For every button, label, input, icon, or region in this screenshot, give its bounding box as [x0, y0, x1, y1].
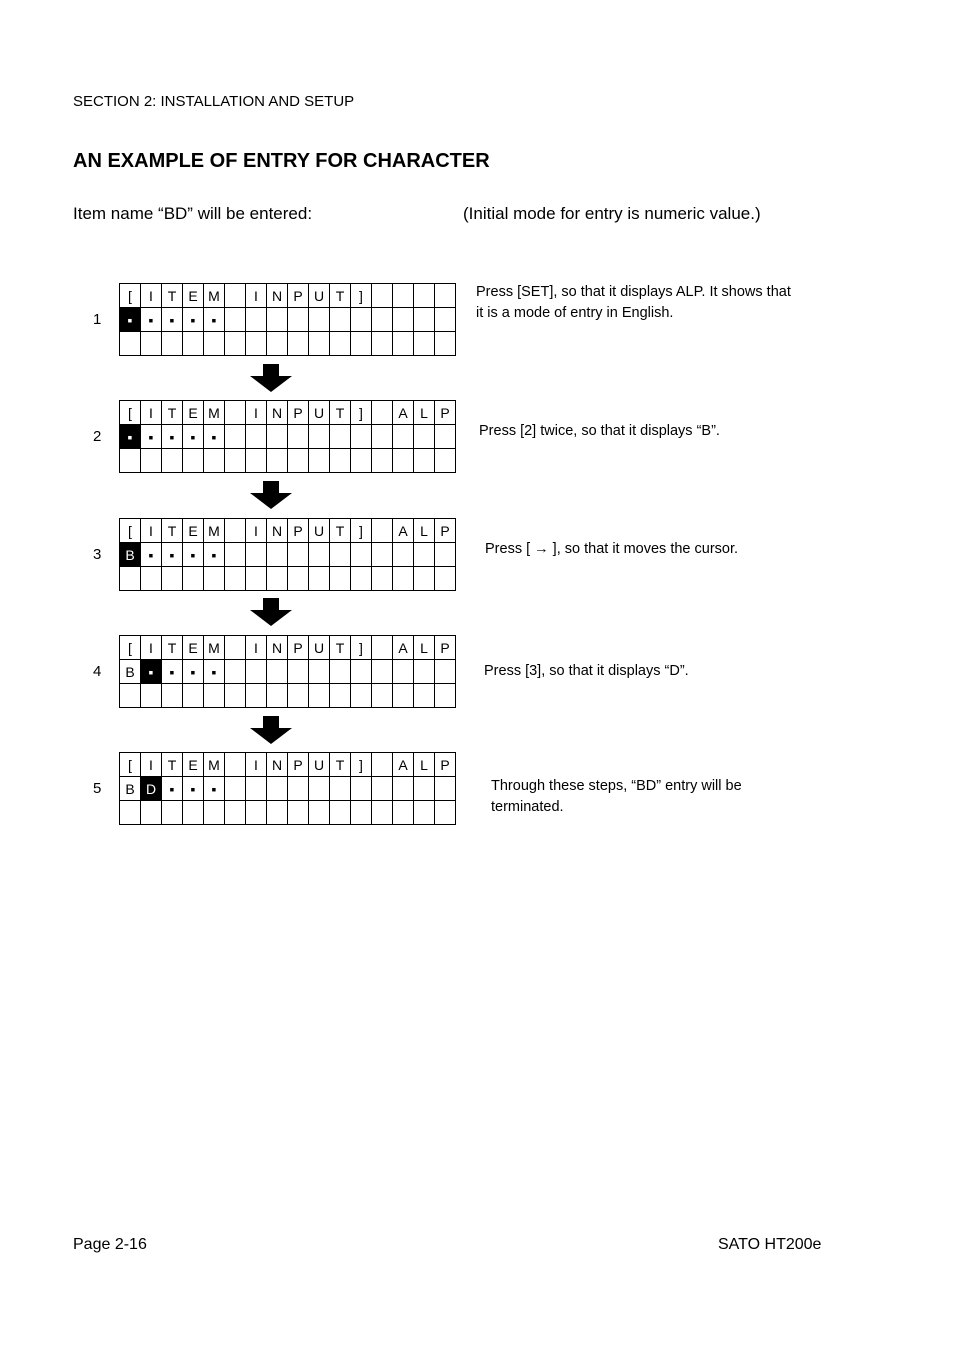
lcd-cell — [246, 543, 267, 567]
lcd-cell — [288, 801, 309, 825]
lcd-cell: ▪ — [162, 660, 183, 684]
lcd-cell: [ — [120, 519, 141, 543]
lcd-cell: [ — [120, 401, 141, 425]
lcd-cell: N — [267, 519, 288, 543]
lcd-cell — [162, 332, 183, 356]
lcd-cell: P — [288, 636, 309, 660]
lcd-cell — [246, 684, 267, 708]
lcd-cell: L — [414, 519, 435, 543]
step-description — [476, 282, 791, 324]
lcd-cell — [414, 308, 435, 332]
lcd-cell: I — [141, 401, 162, 425]
step-description — [479, 421, 720, 442]
step-description-line: Press [SET], so that it displays ALP. It shows that — [476, 284, 791, 300]
intro-note: (Initial mode for entry is numeric value.) — [463, 204, 761, 223]
lcd-cell: N — [267, 284, 288, 308]
lcd-cell: T — [330, 284, 351, 308]
lcd-cell — [246, 660, 267, 684]
step-description-line: terminated. — [491, 799, 564, 815]
lcd-cell — [330, 425, 351, 449]
lcd-cursor-cell: ▪ — [141, 660, 162, 684]
step-description — [484, 661, 689, 682]
lcd-cell: ▪ — [141, 425, 162, 449]
step-description-line: it is a mode of entry in English. — [476, 305, 674, 321]
lcd-cell: N — [267, 636, 288, 660]
lcd-cell: ▪ — [183, 308, 204, 332]
lcd-cell — [225, 660, 246, 684]
lcd-cell — [372, 777, 393, 801]
lcd-cell — [372, 684, 393, 708]
lcd-row — [120, 684, 456, 708]
lcd-cell — [120, 684, 141, 708]
lcd-cell — [393, 543, 414, 567]
lcd-cell — [141, 449, 162, 473]
lcd-row — [120, 449, 456, 473]
lcd-cell — [330, 567, 351, 591]
lcd-cell — [414, 684, 435, 708]
lcd-cursor-cell: D — [141, 777, 162, 801]
lcd-cell — [330, 801, 351, 825]
lcd-row — [120, 332, 456, 356]
lcd-cell — [204, 332, 225, 356]
lcd-cell — [435, 684, 456, 708]
lcd-display — [119, 283, 456, 356]
lcd-cell — [435, 425, 456, 449]
lcd-cell — [435, 801, 456, 825]
lcd-cell — [267, 567, 288, 591]
lcd-cell — [225, 777, 246, 801]
lcd-cell — [309, 660, 330, 684]
lcd-cell — [141, 801, 162, 825]
lcd-cell: ▪ — [183, 543, 204, 567]
lcd-cell: U — [309, 519, 330, 543]
lcd-cell: [ — [120, 284, 141, 308]
lcd-cell — [309, 567, 330, 591]
lcd-cell — [309, 425, 330, 449]
step-number: 3 — [93, 546, 102, 563]
lcd-cell: B — [120, 777, 141, 801]
lcd-cell — [204, 449, 225, 473]
lcd-cell: T — [162, 519, 183, 543]
lcd-cell: I — [141, 753, 162, 777]
lcd-cell — [372, 332, 393, 356]
lcd-cell: N — [267, 753, 288, 777]
lcd-cell — [246, 801, 267, 825]
lcd-cell: [ — [120, 636, 141, 660]
lcd-cell: T — [162, 636, 183, 660]
lcd-cell — [393, 449, 414, 473]
lcd-cell: ▪ — [183, 425, 204, 449]
down-arrow-icon — [250, 598, 292, 631]
lcd-cell — [414, 284, 435, 308]
lcd-cell — [288, 449, 309, 473]
lcd-cell: U — [309, 284, 330, 308]
lcd-cell — [372, 519, 393, 543]
lcd-row — [120, 753, 456, 777]
lcd-cell — [372, 567, 393, 591]
lcd-cell — [330, 684, 351, 708]
lcd-cell: ▪ — [183, 777, 204, 801]
lcd-cell — [393, 777, 414, 801]
lcd-cell: N — [267, 401, 288, 425]
lcd-cell — [246, 567, 267, 591]
lcd-display — [119, 518, 456, 591]
lcd-cell: U — [309, 401, 330, 425]
lcd-cell — [288, 660, 309, 684]
lcd-cell — [414, 543, 435, 567]
lcd-cell: T — [330, 636, 351, 660]
lcd-cell — [351, 332, 372, 356]
lcd-cell — [372, 753, 393, 777]
lcd-cell — [141, 567, 162, 591]
lcd-cell: B — [120, 660, 141, 684]
lcd-cell — [246, 308, 267, 332]
lcd-cell — [183, 567, 204, 591]
step-description — [491, 776, 742, 818]
lcd-cell: E — [183, 519, 204, 543]
lcd-cell: I — [246, 284, 267, 308]
lcd-cell — [267, 543, 288, 567]
step-description — [485, 539, 738, 560]
lcd-cell — [204, 684, 225, 708]
lcd-cell — [246, 449, 267, 473]
lcd-cell — [393, 425, 414, 449]
lcd-cell: ▪ — [204, 543, 225, 567]
lcd-row — [120, 543, 456, 567]
step-number: 2 — [93, 428, 102, 445]
lcd-cell: T — [330, 519, 351, 543]
lcd-cell — [225, 684, 246, 708]
lcd-cell — [414, 801, 435, 825]
lcd-cell — [309, 449, 330, 473]
lcd-cell — [225, 567, 246, 591]
lcd-cell — [372, 449, 393, 473]
lcd-cell — [246, 777, 267, 801]
lcd-cell — [225, 308, 246, 332]
footer-product: SATO HT200e — [718, 1236, 822, 1253]
lcd-cell: P — [435, 636, 456, 660]
lcd-cell — [351, 684, 372, 708]
lcd-display — [119, 752, 456, 825]
lcd-cell — [372, 543, 393, 567]
lcd-cell: P — [435, 753, 456, 777]
lcd-row — [120, 284, 456, 308]
lcd-cell: ] — [351, 519, 372, 543]
lcd-row — [120, 801, 456, 825]
lcd-cell: P — [288, 401, 309, 425]
lcd-cell — [393, 332, 414, 356]
lcd-cell — [120, 449, 141, 473]
lcd-cell — [162, 801, 183, 825]
lcd-cursor-cell: ▪ — [120, 425, 141, 449]
lcd-cell — [225, 425, 246, 449]
lcd-cell — [225, 284, 246, 308]
lcd-cell — [414, 425, 435, 449]
lcd-cell — [393, 684, 414, 708]
lcd-cell — [246, 425, 267, 449]
lcd-cell: M — [204, 284, 225, 308]
lcd-cell: L — [414, 753, 435, 777]
lcd-cell — [435, 660, 456, 684]
lcd-cell: T — [162, 753, 183, 777]
lcd-cell — [351, 801, 372, 825]
lcd-cell — [288, 567, 309, 591]
lcd-cell — [162, 567, 183, 591]
lcd-cell — [414, 449, 435, 473]
lcd-cursor-cell: B — [120, 543, 141, 567]
lcd-cell: U — [309, 753, 330, 777]
lcd-display — [119, 635, 456, 708]
lcd-row — [120, 567, 456, 591]
lcd-cell — [351, 660, 372, 684]
lcd-cell: ] — [351, 401, 372, 425]
lcd-cell: P — [288, 753, 309, 777]
lcd-cell: [ — [120, 753, 141, 777]
lcd-cell: ▪ — [162, 308, 183, 332]
lcd-cursor-cell: ▪ — [120, 308, 141, 332]
lcd-cell — [372, 636, 393, 660]
lcd-cell — [225, 332, 246, 356]
lcd-cell: L — [414, 636, 435, 660]
lcd-cell — [309, 801, 330, 825]
lcd-cell: ▪ — [183, 660, 204, 684]
lcd-cell: A — [393, 519, 414, 543]
lcd-cell: ▪ — [204, 308, 225, 332]
lcd-cell: M — [204, 401, 225, 425]
lcd-cell — [162, 684, 183, 708]
lcd-cell: L — [414, 401, 435, 425]
lcd-cell — [288, 425, 309, 449]
lcd-cell — [288, 777, 309, 801]
lcd-cell — [330, 332, 351, 356]
lcd-cell — [414, 660, 435, 684]
lcd-cell: I — [141, 284, 162, 308]
lcd-row — [120, 519, 456, 543]
lcd-cell: P — [288, 284, 309, 308]
lcd-cell: E — [183, 753, 204, 777]
step-number: 5 — [93, 780, 102, 797]
lcd-cell — [330, 308, 351, 332]
lcd-cell: U — [309, 636, 330, 660]
lcd-cell — [435, 332, 456, 356]
lcd-cell: E — [183, 284, 204, 308]
lcd-cell — [351, 567, 372, 591]
lcd-cell — [225, 753, 246, 777]
lcd-cell — [225, 401, 246, 425]
lcd-cell: A — [393, 636, 414, 660]
lcd-cell: M — [204, 519, 225, 543]
lcd-cell — [225, 519, 246, 543]
lcd-cell — [351, 777, 372, 801]
lcd-cell — [309, 684, 330, 708]
lcd-cell — [183, 684, 204, 708]
section-header: SECTION 2: INSTALLATION AND SETUP — [73, 93, 355, 110]
page-title: AN EXAMPLE OF ENTRY FOR CHARACTER — [73, 150, 490, 172]
lcd-cell — [435, 308, 456, 332]
lcd-cell — [288, 332, 309, 356]
lcd-cell — [309, 332, 330, 356]
intro-text: Item name “BD” will be entered: — [73, 204, 313, 223]
lcd-row — [120, 401, 456, 425]
lcd-cell — [414, 777, 435, 801]
lcd-cell — [330, 449, 351, 473]
lcd-cell — [393, 567, 414, 591]
lcd-cell: I — [246, 401, 267, 425]
lcd-cell — [372, 308, 393, 332]
lcd-cell — [372, 425, 393, 449]
lcd-cell — [225, 543, 246, 567]
step-description-line: Through these steps, “BD” entry will be — [491, 778, 742, 794]
lcd-cell — [120, 332, 141, 356]
lcd-cell — [351, 449, 372, 473]
lcd-cell: M — [204, 753, 225, 777]
lcd-cell — [330, 660, 351, 684]
lcd-cell — [393, 660, 414, 684]
lcd-row — [120, 777, 456, 801]
down-arrow-icon — [250, 364, 292, 397]
lcd-cell: A — [393, 753, 414, 777]
lcd-row — [120, 660, 456, 684]
lcd-cell — [204, 801, 225, 825]
lcd-cell — [267, 449, 288, 473]
lcd-cell — [120, 567, 141, 591]
lcd-cell — [330, 777, 351, 801]
down-arrow-icon — [250, 481, 292, 514]
lcd-row — [120, 636, 456, 660]
lcd-cell: A — [393, 401, 414, 425]
lcd-cell — [120, 801, 141, 825]
lcd-cell: ] — [351, 753, 372, 777]
lcd-cell — [414, 332, 435, 356]
step-description-line: Press [3], so that it displays “D”. — [484, 663, 689, 679]
lcd-cell — [351, 543, 372, 567]
down-arrow-icon — [250, 716, 292, 749]
lcd-cell — [267, 777, 288, 801]
step-description-line: Press [2] twice, so that it displays “B”. — [479, 423, 720, 439]
lcd-row — [120, 308, 456, 332]
lcd-cell — [393, 801, 414, 825]
lcd-cell — [351, 425, 372, 449]
lcd-cell: E — [183, 401, 204, 425]
lcd-cell: I — [246, 753, 267, 777]
lcd-cell — [267, 332, 288, 356]
lcd-cell — [267, 801, 288, 825]
lcd-cell — [225, 636, 246, 660]
lcd-cell — [393, 284, 414, 308]
lcd-cell — [288, 308, 309, 332]
lcd-cell — [435, 543, 456, 567]
lcd-cell — [435, 567, 456, 591]
lcd-cell: ] — [351, 284, 372, 308]
lcd-cell: ▪ — [162, 777, 183, 801]
step-number: 4 — [93, 663, 102, 680]
lcd-cell: P — [435, 519, 456, 543]
lcd-cell: ▪ — [141, 543, 162, 567]
lcd-cell — [288, 684, 309, 708]
lcd-cell — [141, 332, 162, 356]
lcd-cell: P — [288, 519, 309, 543]
lcd-cell: T — [330, 401, 351, 425]
lcd-cell — [183, 332, 204, 356]
lcd-cell — [330, 543, 351, 567]
lcd-cell: ▪ — [141, 308, 162, 332]
lcd-cell: ▪ — [204, 777, 225, 801]
lcd-cell — [393, 308, 414, 332]
lcd-cell — [309, 308, 330, 332]
lcd-cell — [183, 801, 204, 825]
lcd-cell — [372, 284, 393, 308]
lcd-cell: I — [246, 636, 267, 660]
lcd-cell — [246, 332, 267, 356]
lcd-cell — [225, 449, 246, 473]
lcd-display — [119, 400, 456, 473]
lcd-cell: I — [246, 519, 267, 543]
lcd-cell: M — [204, 636, 225, 660]
lcd-cell: T — [330, 753, 351, 777]
footer-page-number: Page 2-16 — [73, 1236, 147, 1253]
lcd-cell — [435, 777, 456, 801]
lcd-cell: E — [183, 636, 204, 660]
lcd-cell — [288, 543, 309, 567]
lcd-cell — [435, 449, 456, 473]
lcd-cell — [141, 684, 162, 708]
lcd-cell — [267, 684, 288, 708]
lcd-cell: ▪ — [162, 425, 183, 449]
lcd-cell — [414, 567, 435, 591]
lcd-cell — [372, 660, 393, 684]
lcd-cell — [372, 401, 393, 425]
lcd-cell: I — [141, 636, 162, 660]
lcd-cell — [267, 308, 288, 332]
lcd-cell: T — [162, 284, 183, 308]
lcd-row — [120, 425, 456, 449]
step-description-line: Press [ → ], so that it moves the cursor. — [485, 541, 739, 557]
lcd-cell — [351, 308, 372, 332]
lcd-cell: ▪ — [204, 660, 225, 684]
lcd-cell: P — [435, 401, 456, 425]
lcd-cell — [267, 660, 288, 684]
lcd-cell: T — [162, 401, 183, 425]
step-number: 1 — [93, 311, 102, 328]
lcd-cell — [183, 449, 204, 473]
lcd-cell — [309, 777, 330, 801]
lcd-cell: ▪ — [204, 425, 225, 449]
lcd-cell — [204, 567, 225, 591]
lcd-cell — [225, 801, 246, 825]
lcd-cell: ▪ — [162, 543, 183, 567]
lcd-cell: ] — [351, 636, 372, 660]
lcd-cell: I — [141, 519, 162, 543]
lcd-cell — [435, 284, 456, 308]
lcd-cell — [372, 801, 393, 825]
lcd-cell — [267, 425, 288, 449]
lcd-cell — [162, 449, 183, 473]
lcd-cell — [309, 543, 330, 567]
